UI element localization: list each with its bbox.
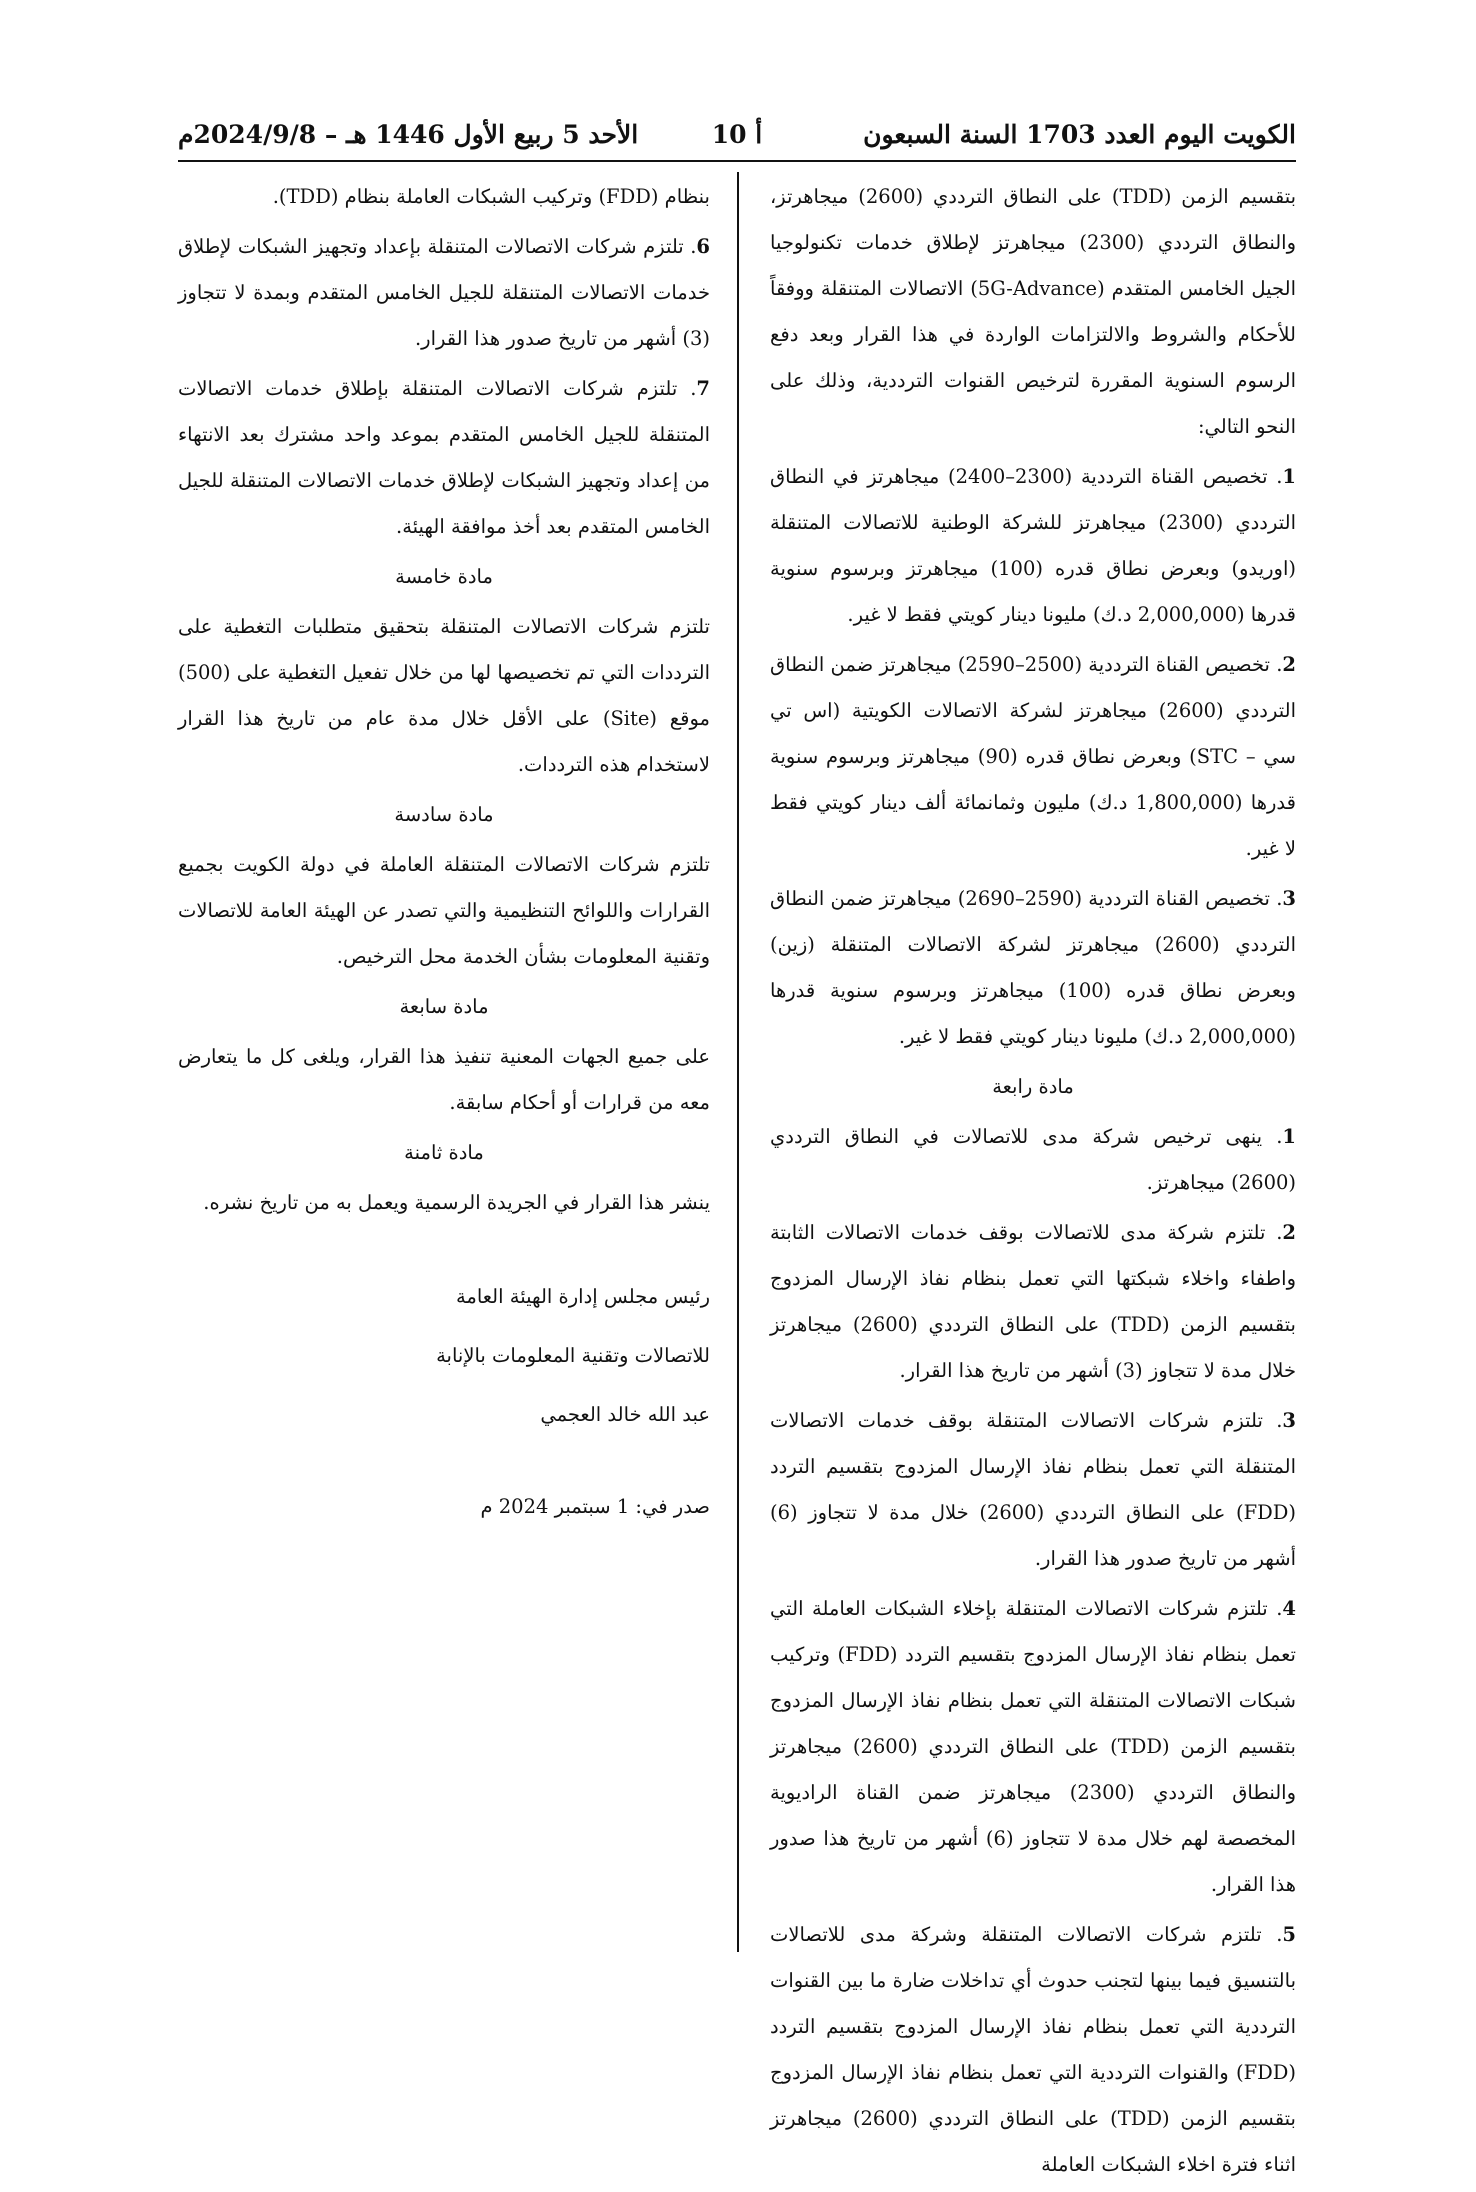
item-text: . تلتزم شركات الاتصالات المتنقلة بإطلاق خدمات الاتصالات المتنقلة للجيل الخامس المتقدم بموعد واحد مشترك بعد الانتهاء من إعداد وتجهيز الشبكات لإطلاق خدمات الاتصالات المتنقلة للجيل الخامس المتقدم بعد أخذ موافقة الهيئة. — [178, 377, 710, 538]
signature-title-line-1: رئيس مجلس إدارة الهيئة العامة — [455, 1285, 710, 1308]
item-number: 5 — [1282, 1923, 1296, 1946]
item-number: 1 — [1282, 465, 1296, 488]
header-issue-info: الكويت اليوم العدد 1703 السنة السبعون — [863, 120, 1296, 149]
item-number: 2 — [1282, 653, 1296, 676]
article-7-heading: مادة سابعة — [399, 995, 489, 1018]
item-text: . تلتزم شركات الاتصالات المتنقلة بإخلاء الشبكات العاملة التي تعمل بنظام نفاذ الإرسال المزدوج بتقسيم التردد (FDD) وتركيب شبكات الاتصالات المتنقلة التي تعمل بنظام نفاذ الإرسال المزدوج بتقسيم الزمن (TDD) على النطاق الترددي (2600) ميجاهرتز والنطاق الترددي (2300) ميجاهرتز ضمن القناة الراديوية المخصصة لهم خلال مدة لا تتجاوز (6) أشهر من تاريخ هذا صدور هذا القرار. — [770, 1597, 1296, 1896]
article-4-item-6 — [178, 224, 710, 362]
item-number: 4 — [1282, 1597, 1296, 1620]
signatory-name: عبد الله خالد العجمي — [540, 1403, 710, 1426]
article-4-item-1 — [770, 1114, 1296, 1206]
item-text: . تلتزم شركات الاتصالات المتنقلة بإعداد وتجهيز الشبكات لإطلاق خدمات الاتصالات المتنقلة للجيل الخامس المتقدم وبمدة لا تتجاوز (3) أشهر من تاريخ صدور هذا القرار. — [178, 235, 710, 350]
page-header — [178, 116, 1296, 156]
article-6-text: تلتزم شركات الاتصالات المتنقلة العاملة في دولة الكويت بجميع القرارات واللوائح التنظيمية والتي تصدر عن الهيئة العامة للاتصالات وتقنية المعلومات بشأن الخدمة محل الترخيص. — [178, 853, 710, 968]
article-4-item-7 — [178, 366, 710, 550]
right-column — [770, 174, 1296, 2192]
allocation-item-3 — [770, 876, 1296, 1060]
article-8-text: ينشر هذا القرار في الجريدة الرسمية ويعمل به من تاريخ نشره. — [203, 1191, 710, 1214]
item-number: 6 — [696, 235, 710, 258]
item-text: . تخصيص القناة الترددية (2500–2590) ميجاهرتز ضمن النطاق الترددي (2600) ميجاهرتز لشركة الاتصالات الكويتية (اس تي سي – STC) وبعرض نطاق قدره (90) ميجاهرتز وبرسوم سنوية قدرها (1,800,000 د.ك) مليون وثمانمائة ألف دينار كويتي فقط لا غير. — [770, 653, 1297, 860]
column-divider — [737, 172, 739, 1952]
item-number: 2 — [1282, 1221, 1296, 1244]
header-page-number: أ 10 — [711, 120, 763, 149]
left-column-continuation: بنظام (FDD) وتركيب الشبكات العاملة بنظام (TDD). — [272, 185, 710, 208]
item-text: . تلتزم شركة مدى للاتصالات بوقف خدمات الاتصالات الثابتة واطفاء واخلاء شبكتها التي تعمل بنظام نفاذ الإرسال المزدوج بتقسيم الزمن (TDD) على النطاق الترددي (2600) ميجاهرتز خلال مدة لا تتجاوز (3) أشهر من تاريخ هذا القرار. — [770, 1221, 1296, 1382]
article-4-item-4 — [770, 1586, 1296, 1908]
article-8-heading: مادة ثامنة — [404, 1141, 484, 1164]
item-text: . تلتزم شركات الاتصالات المتنقلة بوقف خدمات الاتصالات المتنقلة التي تعمل بنظام نفاذ الإرسال المزدوج بتقسيم التردد (FDD) على النطاق الترددي (2600) خلال مدة لا تتجاوز (6) أشهر من تاريخ صدور هذا القرار. — [770, 1409, 1297, 1570]
item-text: . ينهى ترخيص شركة مدى للاتصالات في النطاق الترددي (2600) ميجاهرتز. — [770, 1125, 1296, 1194]
item-number: 3 — [1282, 1409, 1296, 1432]
header-rule — [178, 160, 1296, 162]
item-text: . تخصيص القناة الترددية (2300–2400) ميجاهرتز في النطاق الترددي (2300) ميجاهرتز للشركة الوطنية للاتصالات المتنقلة (اوريدو) وبعرض نطاق قدره (100) ميجاهرتز وبرسوم سنوية قدرها (2,000,000 د.ك) مليونا دينار كويتي فقط لا غير. — [770, 465, 1296, 626]
right-column-intro: بتقسيم الزمن (TDD) على النطاق الترددي (2600) ميجاهرتز، والنطاق الترددي (2300) ميجاهرتز لإطلاق خدمات تكنولوجيا الجيل الخامس المتقدم (5G-Advance) الاتصالات المتنقلة ووفقاً للأحكام والشروط والالتزامات الواردة في هذا القرار وبعد دفع الرسوم السنوية المقررة لترخيص القنوات الترددية، وذلك على النحو التالي: — [770, 185, 1297, 438]
article-4-heading: مادة رابعة — [992, 1075, 1074, 1098]
header-date: الأحد 5 ربيع الأول 1446 هـ – 2024/9/8م — [178, 120, 639, 149]
item-text: . تلتزم شركات الاتصالات المتنقلة وشركة مدى للاتصالات بالتنسيق فيما بينها لتجنب حدوث أي تداخلات ضارة ما بين القنوات الترددية التي تعمل بنظام نفاذ الإرسال المزدوج بتقسيم التردد (FDD) والقنوات الترددية التي تعمل بنظام نفاذ الإرسال المزدوج بتقسيم الزمن (TDD) على النطاق الترددي (2600) ميجاهرتز اثناء فترة اخلاء الشبكات العاملة — [770, 1923, 1296, 2176]
item-text: . تخصيص القناة الترددية (2590–2690) ميجاهرتز ضمن النطاق الترددي (2600) ميجاهرتز لشركة الاتصالات المتنقلة (زين) وبعرض نطاق قدره (100) ميجاهرتز وبرسوم سنوية قدرها (2,000,000 د.ك) مليونا دينار كويتي فقط لا غير. — [770, 887, 1296, 1048]
signature-block — [178, 1274, 710, 1438]
article-4-item-3 — [770, 1398, 1296, 1582]
article-6-heading: مادة سادسة — [394, 803, 494, 826]
article-4-item-2 — [770, 1210, 1296, 1394]
allocation-item-2 — [770, 642, 1296, 872]
allocation-item-1 — [770, 454, 1296, 638]
item-number: 7 — [696, 377, 710, 400]
article-5-text: تلتزم شركات الاتصالات المتنقلة بتحقيق متطلبات التغطية على الترددات التي تم تخصيصها لها من خلال تفعيل التغطية على (500) موقع (Site) على الأقل خلال مدة عام من تاريخ هذا القرار لاستخدام هذه الترددات. — [178, 615, 710, 776]
article-7-text: على جميع الجهات المعنية تنفيذ هذا القرار، ويلغى كل ما يتعارض معه من قرارات أو أحكام سابقة. — [178, 1045, 710, 1114]
item-number: 1 — [1282, 1125, 1296, 1148]
article-5-heading: مادة خامسة — [395, 565, 493, 588]
signature-title-line-2: للاتصالات وتقنية المعلومات بالإنابة — [436, 1344, 710, 1367]
left-column — [178, 174, 710, 1534]
issue-date: صدر في: 1 سبتمبر 2024 م — [480, 1495, 710, 1518]
article-4-item-5 — [770, 1912, 1296, 2188]
item-number: 3 — [1282, 887, 1296, 910]
